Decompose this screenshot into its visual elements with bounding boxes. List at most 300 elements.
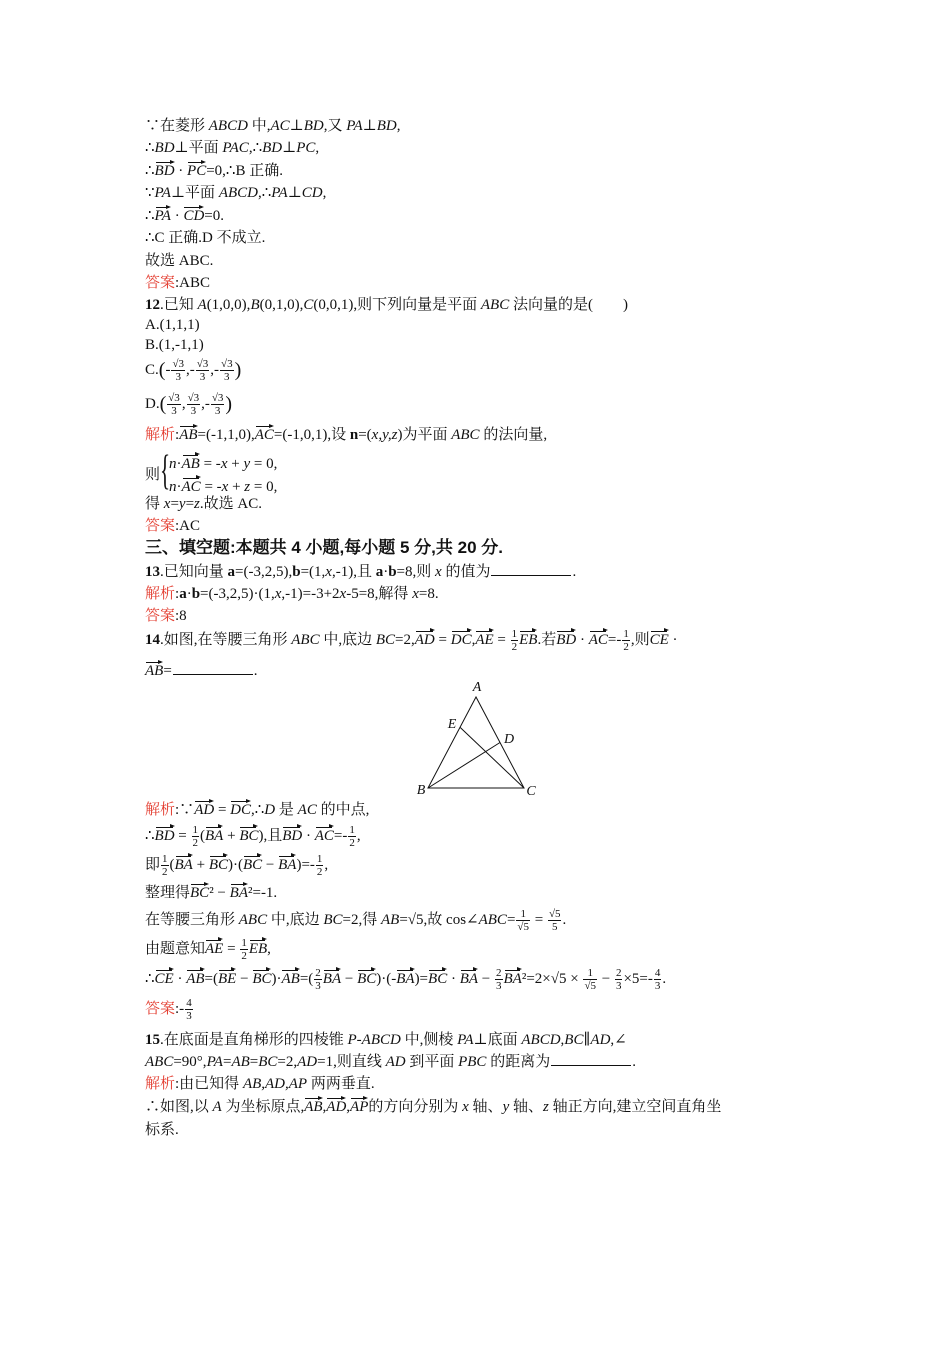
fraction [615,967,623,992]
vertex-label-b: B [416,783,426,798]
vector: AB [281,968,299,987]
text-run: ,∴ [248,140,263,156]
text-run: − [597,970,614,987]
bold-run: b [191,586,201,602]
text-run: ,- [201,395,210,412]
text-run: , [356,827,361,844]
text-run: = [170,496,179,512]
fraction [548,908,562,933]
italic-run: BC [375,631,396,648]
italic-run: x [274,586,282,602]
text-run: ( [169,856,175,873]
italic-run: BD [303,118,324,134]
text-run: ∴ [145,970,155,987]
bold-run: a [375,564,384,580]
vector: DC [451,629,472,648]
italic-run: BD [154,140,175,156]
triangle-figure [405,675,550,800]
text-line [145,967,666,992]
fraction-numerator: √5 [548,908,561,920]
vector: AC [315,825,334,844]
italic-run: ABC [238,911,268,928]
text-run: :∵ [175,802,195,818]
text-run: + [192,856,209,873]
fraction-denominator: 2 [162,866,168,878]
text-run: ∵ [145,185,155,201]
vector: AP [350,1096,368,1115]
italic-run: z [543,1099,549,1115]
bold-run: 15 [145,1032,160,1048]
text-run: , [315,140,320,156]
text-run: ⊥ [362,118,377,134]
italic-run: AD [590,1032,611,1048]
text-run: .故选 AC. [199,496,262,512]
fraction-denominator: 3 [171,405,177,417]
text-run: :8 [175,608,187,624]
fraction-denominator: √5 [517,921,529,933]
text-line [145,937,271,962]
fraction-numerator: 4 [186,997,192,1009]
vertex-label-a: A [472,680,482,695]
vector: AE [475,629,493,648]
vector: BA [175,854,193,873]
text-run: :- [175,1000,185,1017]
text-run: − [341,970,358,987]
vector: AC [182,476,201,495]
label-red: 答案 [145,518,176,534]
text-run: 为坐标原点, [221,1099,305,1115]
italic-run: ABCD [218,185,258,201]
text-run: , [396,118,401,134]
text-line [145,493,262,515]
text-run: 到平面 [405,1054,459,1070]
text-run: :由已知得 [175,1076,243,1092]
fraction-numerator: 1 [349,824,355,836]
fraction-numerator: √3 [172,358,184,370]
italic-run: ABC [480,297,510,313]
text-line [145,334,204,356]
text-run: )为平面 [397,427,452,443]
text-run: ×5=- [623,970,653,987]
text-run: = [530,911,547,928]
italic-run: PA [154,185,171,201]
text-run: :ABC [175,275,211,291]
text-run: . [662,970,667,987]
text-line [145,314,200,336]
italic-run: BC [564,1032,584,1048]
italic-run: x [435,564,442,580]
vector: BC [428,968,447,987]
fraction-denominator: 3 [224,371,230,383]
text-run: = 0, [250,478,278,495]
text-run: , [322,185,327,201]
text-run: =(-1,0,1),设 [273,427,350,443]
italic-run: n [169,478,177,495]
vector: BA [278,854,296,873]
bold-run: a [227,564,236,580]
fraction-numerator: 1 [316,853,323,865]
italic-run: ABC [145,1054,174,1070]
text-run: =(-3,2,5), [235,564,293,580]
text-run: ),且 [258,827,283,844]
fraction-denominator: 2 [192,837,199,849]
italic-run: PA [346,118,363,134]
text-run: 中,侧棱 [400,1032,458,1048]
text-run: + [227,455,244,472]
text-run: . [632,1054,636,1070]
vector: AD [326,1096,346,1115]
fraction-numerator: 1 [583,967,597,980]
text-line [145,515,200,537]
italic-run: x [325,564,332,580]
fraction-denominator: 3 [315,980,321,992]
text-run: ∴C 正确.D 不成立. [145,230,266,246]
label-red: 解析 [145,1076,176,1092]
italic-run: P-ABCD [347,1032,401,1048]
text-run: =0. [204,208,225,224]
vector: BD [282,825,302,844]
fraction-numerator: 2 [496,967,502,979]
vector: AC [255,424,274,443]
label-red: 解析 [145,427,176,443]
vector: BA [323,968,341,987]
italic-run: z [244,478,251,495]
text-run: ,则 [630,631,650,648]
italic-run: AD [385,1054,406,1070]
segment-bd [428,743,500,789]
text-run: · [186,586,192,602]
text-run: = [174,827,191,844]
text-run: ,- [185,361,195,378]
text-run: ∴ [145,163,155,179]
vector: PA [155,205,171,224]
text-run: ,-1),且 [331,564,376,580]
bold-run: 13 [145,564,160,580]
text-line [145,160,283,182]
text-run: 的方向分别为 [368,1099,463,1115]
text-line [145,799,369,821]
text-run: − [478,970,494,987]
text-run: =(1, [300,564,326,580]
italic-run: PBC [458,1054,487,1070]
text-line [145,392,232,417]
text-run: , [322,1099,327,1115]
text-run: ,- [210,361,220,378]
fraction [161,853,169,878]
text-run: , [267,940,271,957]
text-run: ² − [209,885,230,901]
text-run: ∴如图,以 [145,1099,213,1115]
text-run: =2,得 [342,911,382,928]
text-run: − [236,970,253,987]
text-run: B.(1,-1,1) [145,337,204,353]
italic-run: AB,AD,AP [242,1076,308,1092]
text-run: (1,0,0), [206,297,251,313]
text-run: ⊥平面 [170,185,219,201]
italic-run: ABCD [521,1032,561,1048]
italic-run: y [178,496,186,512]
text-run: =( [358,427,372,443]
text-run: =2, [277,1054,298,1070]
text-run: (0,0,1),则下列向量是平面 [313,297,481,313]
text-run: ⊥底面 [473,1032,522,1048]
text-run: 是 [275,802,298,818]
text-run: =- [333,827,348,844]
label-red: 答案 [145,275,176,291]
italic-run: ABC [478,911,507,928]
point-label-e: E [447,717,457,732]
text-run: .如图,在等腰三角形 [160,631,292,648]
text-run: 故选 ABC. [145,253,214,269]
text-run: =(-3,2,5)·(1, [200,586,275,602]
vector: AB [182,453,200,472]
italic-run: CD [301,185,323,201]
text-run: =8. [418,586,439,602]
fraction-denominator: 2 [511,641,518,653]
italic-run: PAC [222,140,249,156]
fraction [511,628,519,653]
text-run: )·( [227,856,243,873]
bold-run: 12 [145,297,160,313]
bold-run: n [349,427,359,443]
vector: BC [190,882,209,901]
italic-run: AD [297,1054,318,1070]
italic-run: A [197,297,207,313]
text-run: 标系. [145,1122,179,1138]
bold-run: 14 [145,631,160,648]
text-line [145,997,194,1022]
text-run: 则 [145,466,161,483]
text-run: · [174,163,188,179]
text-line [145,605,187,627]
text-line [145,583,439,605]
text-line [145,272,210,294]
italic-run: C [303,297,314,313]
text-run: =1,则直线 [317,1054,386,1070]
text-run: )=- [296,856,315,873]
paren: ) [225,392,233,415]
fraction-numerator: 1 [516,908,530,921]
italic-run: y [243,455,251,472]
text-run: ∴ [145,208,155,224]
text-run: .若 [537,631,557,648]
italic-run: x [221,478,229,495]
fraction [167,392,181,417]
text-run: C. [145,361,159,378]
text-run: 得 [145,496,164,512]
text-run: ⊥ [287,185,302,201]
fraction-denominator: √5 [584,980,596,992]
italic-run: x,y,z [371,427,398,443]
text-line [145,1051,636,1073]
fraction-denominator: 3 [199,371,206,383]
fraction [583,967,597,992]
italic-run: ABC [451,427,480,443]
text-run: = [249,1054,259,1070]
text-run: =(-1,1,0), [197,427,255,443]
text-line [145,628,678,653]
fraction-denominator: 2 [349,837,355,849]
text-run: ⊥ [282,140,297,156]
text-run: = [222,1054,232,1070]
text-run: 两两垂直. [307,1076,375,1092]
italic-run: n [169,455,177,472]
fraction [220,358,234,383]
text-run: =0,∴B 正确. [206,163,283,179]
fraction-denominator: 3 [214,405,221,417]
fraction-numerator: 1 [623,628,629,640]
text-run: =8,则 [396,564,436,580]
fraction [211,392,225,417]
text-line [145,824,361,849]
fraction [314,967,322,992]
fraction-denominator: 3 [190,405,197,417]
text-run: = - [200,478,222,495]
paren: ( [158,358,166,381]
text-run: 法向量的是( ) [509,297,628,313]
text-run: + [228,478,245,495]
answer-blank [173,660,253,675]
vector: BA [230,882,248,901]
text-run: 的值为 [441,564,491,580]
text-run: = [185,496,195,512]
text-line [145,424,547,446]
text-run: 即 [145,856,161,873]
paren: ) [234,358,242,381]
fraction-numerator: √3 [211,392,224,404]
vector: CE [650,629,669,648]
text-run: · [170,208,184,224]
text-run: 的法向量, [479,427,548,443]
text-run: ( [200,827,206,844]
text-line [145,1029,627,1051]
vector: EB [519,629,537,648]
italic-run: PA [271,185,288,201]
point-label-d: D [503,732,515,747]
vector: AB [179,424,197,443]
fraction-denominator: 3 [186,1010,192,1022]
text-run: ∴ [145,827,155,844]
text-run: ∥ [583,1032,591,1048]
text-run: · [668,631,678,648]
text-run: 由题意知 [145,940,206,957]
fraction [171,358,185,383]
text-line [145,227,265,249]
fraction [240,937,248,962]
fraction-numerator: 2 [315,967,321,979]
text-line [145,853,328,878]
italic-run: ABCD [208,118,248,134]
text-run: )· [271,970,282,987]
fraction-numerator: √3 [168,392,180,404]
text-run: · [176,478,182,495]
bold-run: b [388,564,397,580]
text-line [145,908,566,933]
vector: BA [396,968,414,987]
italic-run: D [264,802,276,818]
text-run: =√5,故 cos∠ [399,911,479,928]
text-run: = [506,911,516,928]
fraction-denominator: 2 [316,866,323,878]
text-run: A.(1,1,1) [145,317,200,333]
italic-run: BD [262,140,283,156]
text-run: : [175,586,180,602]
label-red: 答案 [145,1000,176,1017]
italic-run: z [194,496,200,512]
text-run: ,∴ [251,802,265,818]
italic-run: ABC [291,631,320,648]
text-line [145,882,277,904]
text-run: 中,底边 [319,631,376,648]
vector: PC [187,160,206,179]
vector: CE [155,968,174,987]
text-line [145,250,213,272]
vector: AB [304,1096,322,1115]
vector: BC [243,854,262,873]
text-run: =- [607,631,622,648]
text-run: )·(- [376,970,397,987]
answer-blank [491,561,571,576]
text-run: 轴正方向,建立空间直角坐 [548,1099,722,1115]
text-run: .已知向量 [160,564,228,580]
text-run: =2, [395,631,415,648]
text-line [145,205,224,227]
text-run: = [493,631,510,648]
text-line [145,115,401,137]
vector: AC [589,629,608,648]
text-run: · [576,631,589,648]
text-line [145,660,258,682]
text-run: . [562,911,567,928]
fraction [187,392,201,417]
fraction-denominator: 5 [551,921,558,933]
text-run: ²=-1. [247,885,278,901]
text-run: · [176,455,182,472]
text-run: 轴、 [468,1099,503,1115]
text-run: =90°, [173,1054,207,1070]
fraction [495,967,503,992]
text-run: · [302,827,315,844]
text-run: , [181,395,186,412]
fraction-numerator: 1 [162,853,168,865]
text-run: ,∠ [610,1032,627,1048]
vector: AB [145,660,163,679]
fraction-denominator: 2 [241,950,247,962]
label-red: 解析 [145,586,176,602]
text-run: :AC [175,518,201,534]
text-line [145,1096,721,1118]
text-run: = - [199,455,221,472]
fraction [516,908,530,933]
section-heading: 三、填空题:本题共 4 小题,每小题 5 分,共 20 分. [145,538,503,557]
equation-rows [169,453,277,499]
text-run: ,∴ [257,185,272,201]
segment-ce [460,727,524,788]
text-run: = [163,663,172,679]
text-run: 的中点, [316,802,370,818]
text-run: : [175,427,180,443]
fraction-numerator: 1 [192,824,199,836]
text-run: 整理得 [145,885,191,901]
text-run: , [471,631,476,648]
text-run: 中, [247,118,271,134]
vector: AE [205,938,223,957]
fraction-numerator: 1 [241,937,247,949]
text-run: ,-1)=-3+2 [281,586,340,602]
vector: AD [415,629,435,648]
italic-run: BC [258,1054,278,1070]
text-run: ⊥平面 [174,140,223,156]
